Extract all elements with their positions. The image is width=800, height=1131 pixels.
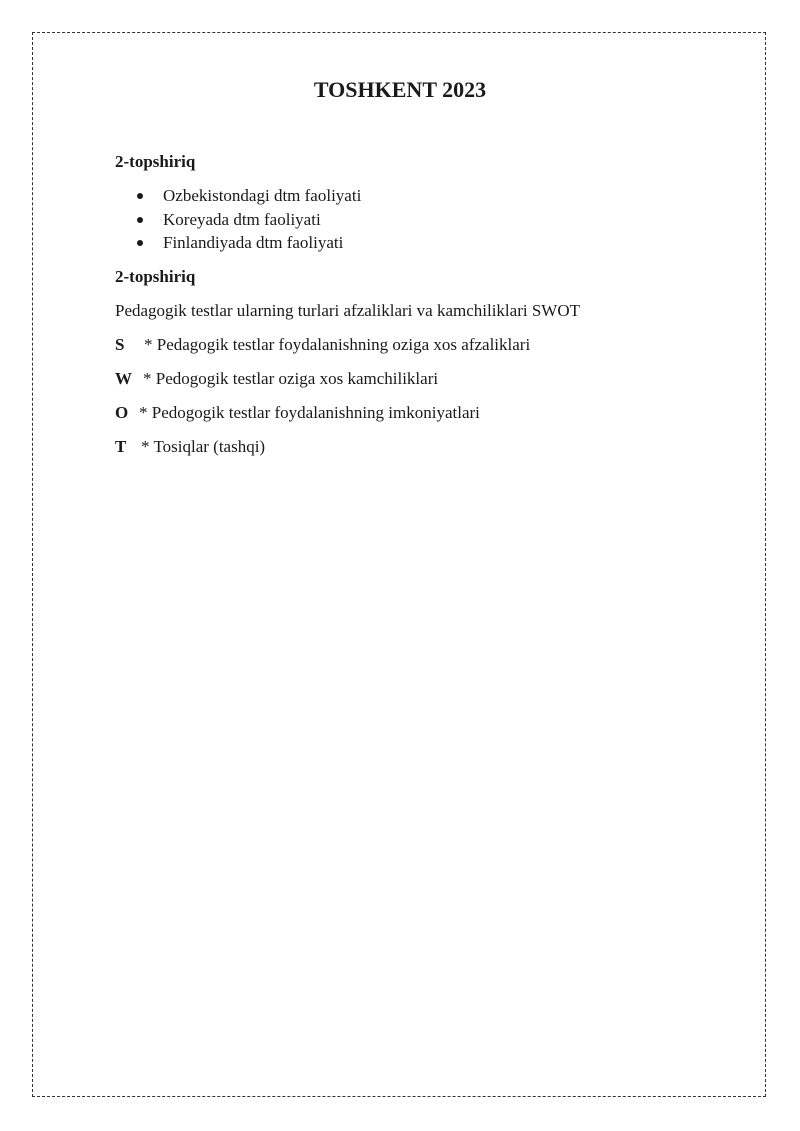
swot-letter: T xyxy=(115,436,127,456)
swot-row-s xyxy=(115,333,735,357)
swot-row-t xyxy=(115,435,735,459)
swot-text: * Tosiqlar (tashqi) xyxy=(141,436,266,456)
bullet-list xyxy=(115,184,735,255)
swot-text: * Pedogogik testlar foydalanishning imkoniyatlari xyxy=(139,402,480,422)
paragraph: Pedagogik testlar ularning turlari afzaliklari va kamchiliklari SWOT xyxy=(115,300,580,320)
list-item xyxy=(115,208,735,232)
bullet-icon xyxy=(137,240,143,246)
swot-letter: S xyxy=(115,334,125,354)
swot-letter: W xyxy=(115,368,132,388)
swot-row-w xyxy=(115,367,735,391)
section-heading: 2-topshiriq xyxy=(115,266,196,286)
swot-text: * Pedagogik testlar foydalanishning oziga xos afzaliklari xyxy=(144,334,531,354)
swot-letter: O xyxy=(115,402,129,422)
swot-row-o xyxy=(115,401,735,425)
bullet-icon xyxy=(137,193,143,199)
list-item-text: Koreyada dtm faoliyati xyxy=(163,209,321,229)
document-body xyxy=(115,150,735,469)
list-item-text: Ozbekistondagi dtm faoliyati xyxy=(163,186,362,205)
section-heading: 2-topshiriq xyxy=(115,152,196,171)
bullet-icon xyxy=(137,217,143,223)
document-title: TOSHKENT 2023 xyxy=(313,77,487,102)
list-item xyxy=(115,184,735,208)
swot-text: * Pedogogik testlar oziga xos kamchiliklari xyxy=(143,368,439,388)
list-item-text: Finlandiyada dtm faoliyati xyxy=(163,233,344,252)
list-item xyxy=(115,231,735,255)
